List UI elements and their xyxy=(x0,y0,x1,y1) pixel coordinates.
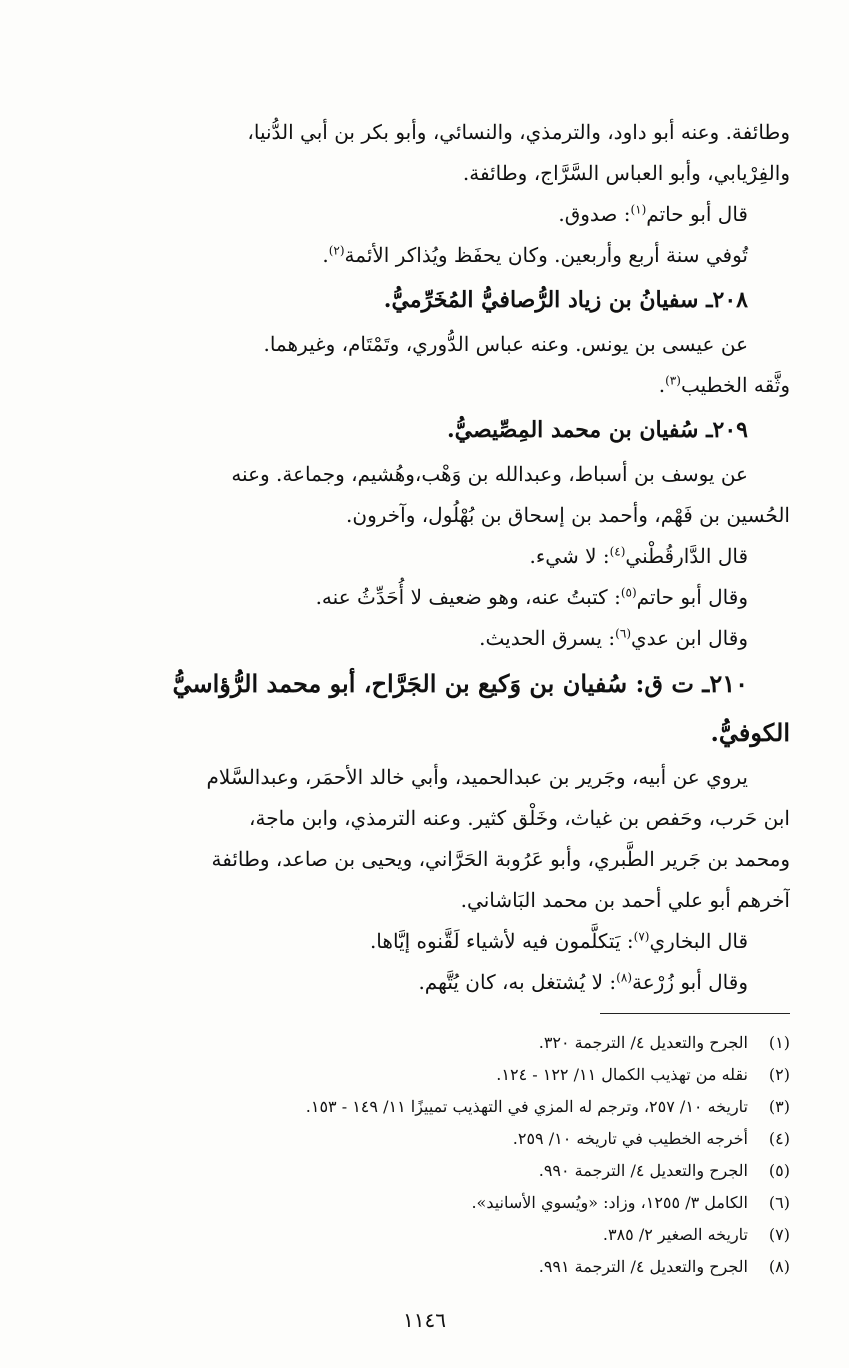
text-span: : لا شيء. xyxy=(529,544,610,568)
footnote-ref[interactable]: (٢) xyxy=(328,243,345,258)
text-line: آخرهم أبو علي أحمد بن محمد البَاشاني. xyxy=(460,888,790,912)
footnote-text: الكامل ٣/ ١٢٥٥، وزاد: «ويُسوي الأسانيد». xyxy=(471,1193,748,1212)
text-line: الحُسين بن فَهْم، وأحمد بن إسحاق بن بُهْلُول، وآخرون. xyxy=(346,503,790,527)
text-line xyxy=(40,962,790,1003)
main-text xyxy=(40,112,790,1003)
text-line xyxy=(40,577,790,618)
entry-heading-208: ٢٠٨ـ سفيانُ بن زياد الرُّصافيُّ المُخَرِّميُّ. xyxy=(383,287,748,313)
text-span: وقال أبو زُرْعة xyxy=(632,970,748,994)
footnote-text: تاريخه ١٠/ ٢٥٧، وترجم له المزي في التهذيب تمييزًا ١١/ ١٤٩ - ١٥٣. xyxy=(305,1097,748,1116)
entry-heading-210-cont: الكوفيُّ. xyxy=(710,718,790,747)
text-span: وثَّقه الخطيب xyxy=(680,373,790,397)
text-line xyxy=(40,194,790,235)
footnote xyxy=(40,1027,790,1059)
footnote-number: (٥) xyxy=(768,1161,790,1180)
page-number: ١١٤٦ xyxy=(403,1308,446,1332)
text-span: : كتبتُ عنه، وهو ضعيف لا أُحَدِّثُ عنه. xyxy=(315,585,621,609)
entry-heading-209: ٢٠٩ـ سُفيان بن محمد المِصِّيصيُّ. xyxy=(446,417,748,443)
footnotes xyxy=(40,1027,790,1283)
text-span: قال البخاري xyxy=(649,929,748,953)
text-line xyxy=(40,921,790,962)
text-line xyxy=(40,365,790,406)
text-line: وطائفة. وعنه أبو داود، والترمذي، والنسائي، وأبو بكر بن أبي الدُّنيا، xyxy=(247,120,790,144)
footnote-number: (٨) xyxy=(768,1257,790,1276)
footnote-ref[interactable]: (٣) xyxy=(665,373,681,388)
footnote xyxy=(40,1091,790,1123)
footnote-ref[interactable]: (٤) xyxy=(609,544,626,559)
footnote-number: (٢) xyxy=(768,1065,790,1084)
text-span: وقال أبو حاتم xyxy=(636,585,748,609)
text-span: وقال ابن عدي xyxy=(631,626,748,650)
text-line: يروي عن أبيه، وجَرير بن عبدالحميد، وأبي خالد الأحمَر، وعبدالسَّلام xyxy=(206,765,748,789)
text-span: : يسرق الحديث. xyxy=(479,626,616,650)
footnote-text: الجرح والتعديل ٤/ الترجمة ٩٩٠. xyxy=(538,1161,748,1180)
footnote xyxy=(40,1251,790,1283)
footnote-divider xyxy=(600,1013,790,1014)
footnote-number: (١) xyxy=(768,1033,790,1052)
footnote-ref[interactable]: (٥) xyxy=(620,585,637,600)
text-span: : يَتكلَّمون فيه لأشياء لَقَّنوه إيَّاها. xyxy=(369,929,634,953)
text-span: . xyxy=(322,243,329,267)
footnote xyxy=(40,1187,790,1219)
text-span: : لا يُشتغل به، كان يُتَّهم. xyxy=(418,970,617,994)
footnote-ref[interactable]: (٧) xyxy=(633,929,650,944)
footnote xyxy=(40,1219,790,1251)
footnote-text: الجرح والتعديل ٤/ الترجمة ٣٢٠. xyxy=(538,1033,748,1052)
text-line: والفِرْيابي، وأبو العباس السَّرَّاج، وطائفة. xyxy=(462,161,790,185)
text-span: قال أبو حاتم xyxy=(646,202,748,226)
text-line xyxy=(40,618,790,659)
entry-heading-210: ٢١٠ـ ت ق: سُفيان بن وَكيع بن الجَرَّاح، أبو محمد الرُّؤاسيُّ xyxy=(172,669,748,698)
footnote-number: (٧) xyxy=(768,1225,790,1244)
text-line: عن يوسف بن أسباط، وعبدالله بن وَهْب،وهُشيم، وجماعة. وعنه xyxy=(231,462,748,486)
footnote xyxy=(40,1059,790,1091)
text-line: عن عيسى بن يونس. وعنه عباس الدُّوري، وتَمْتَام، وغيرهما. xyxy=(263,332,748,356)
footnote-ref[interactable]: (٨) xyxy=(616,970,632,985)
text-line xyxy=(40,235,790,276)
footnote-number: (٤) xyxy=(768,1129,790,1148)
footnote-ref[interactable]: (٦) xyxy=(615,626,631,641)
text-line: ومحمد بن جَرير الطَّبري، وأبو عَرُوبة الحَرَّاني، ويحيى بن صاعد، وطائفة xyxy=(211,847,790,871)
text-line: ابن حَرب، وحَفص بن غياث، وخَلْق كثير. وعنه الترمذي، وابن ماجة، xyxy=(249,806,790,830)
footnote-text: نقله من تهذيب الكمال ١١/ ١٢٢ - ١٢٤. xyxy=(496,1065,748,1084)
footnote xyxy=(40,1155,790,1187)
footnote-number: (٣) xyxy=(768,1097,790,1116)
footnote xyxy=(40,1123,790,1155)
text-span: : صدوق. xyxy=(558,202,631,226)
text-span: قال الدَّارقُطْني xyxy=(625,544,748,568)
footnote-text: تاريخه الصغير ٢/ ٣٨٥. xyxy=(602,1225,748,1244)
footnote-ref[interactable]: (١) xyxy=(630,202,647,217)
footnote-text: أخرجه الخطيب في تاريخه ١٠/ ٢٥٩. xyxy=(512,1129,748,1148)
text-line xyxy=(40,536,790,577)
footnote-text: الجرح والتعديل ٤/ الترجمة ٩٩١. xyxy=(538,1257,748,1276)
text-span: . xyxy=(658,373,666,397)
footnote-number: (٦) xyxy=(768,1193,790,1212)
text-span: تُوفي سنة أربع وأربعين. وكان يحفَظ ويُذاكر الأئمة xyxy=(344,243,748,267)
